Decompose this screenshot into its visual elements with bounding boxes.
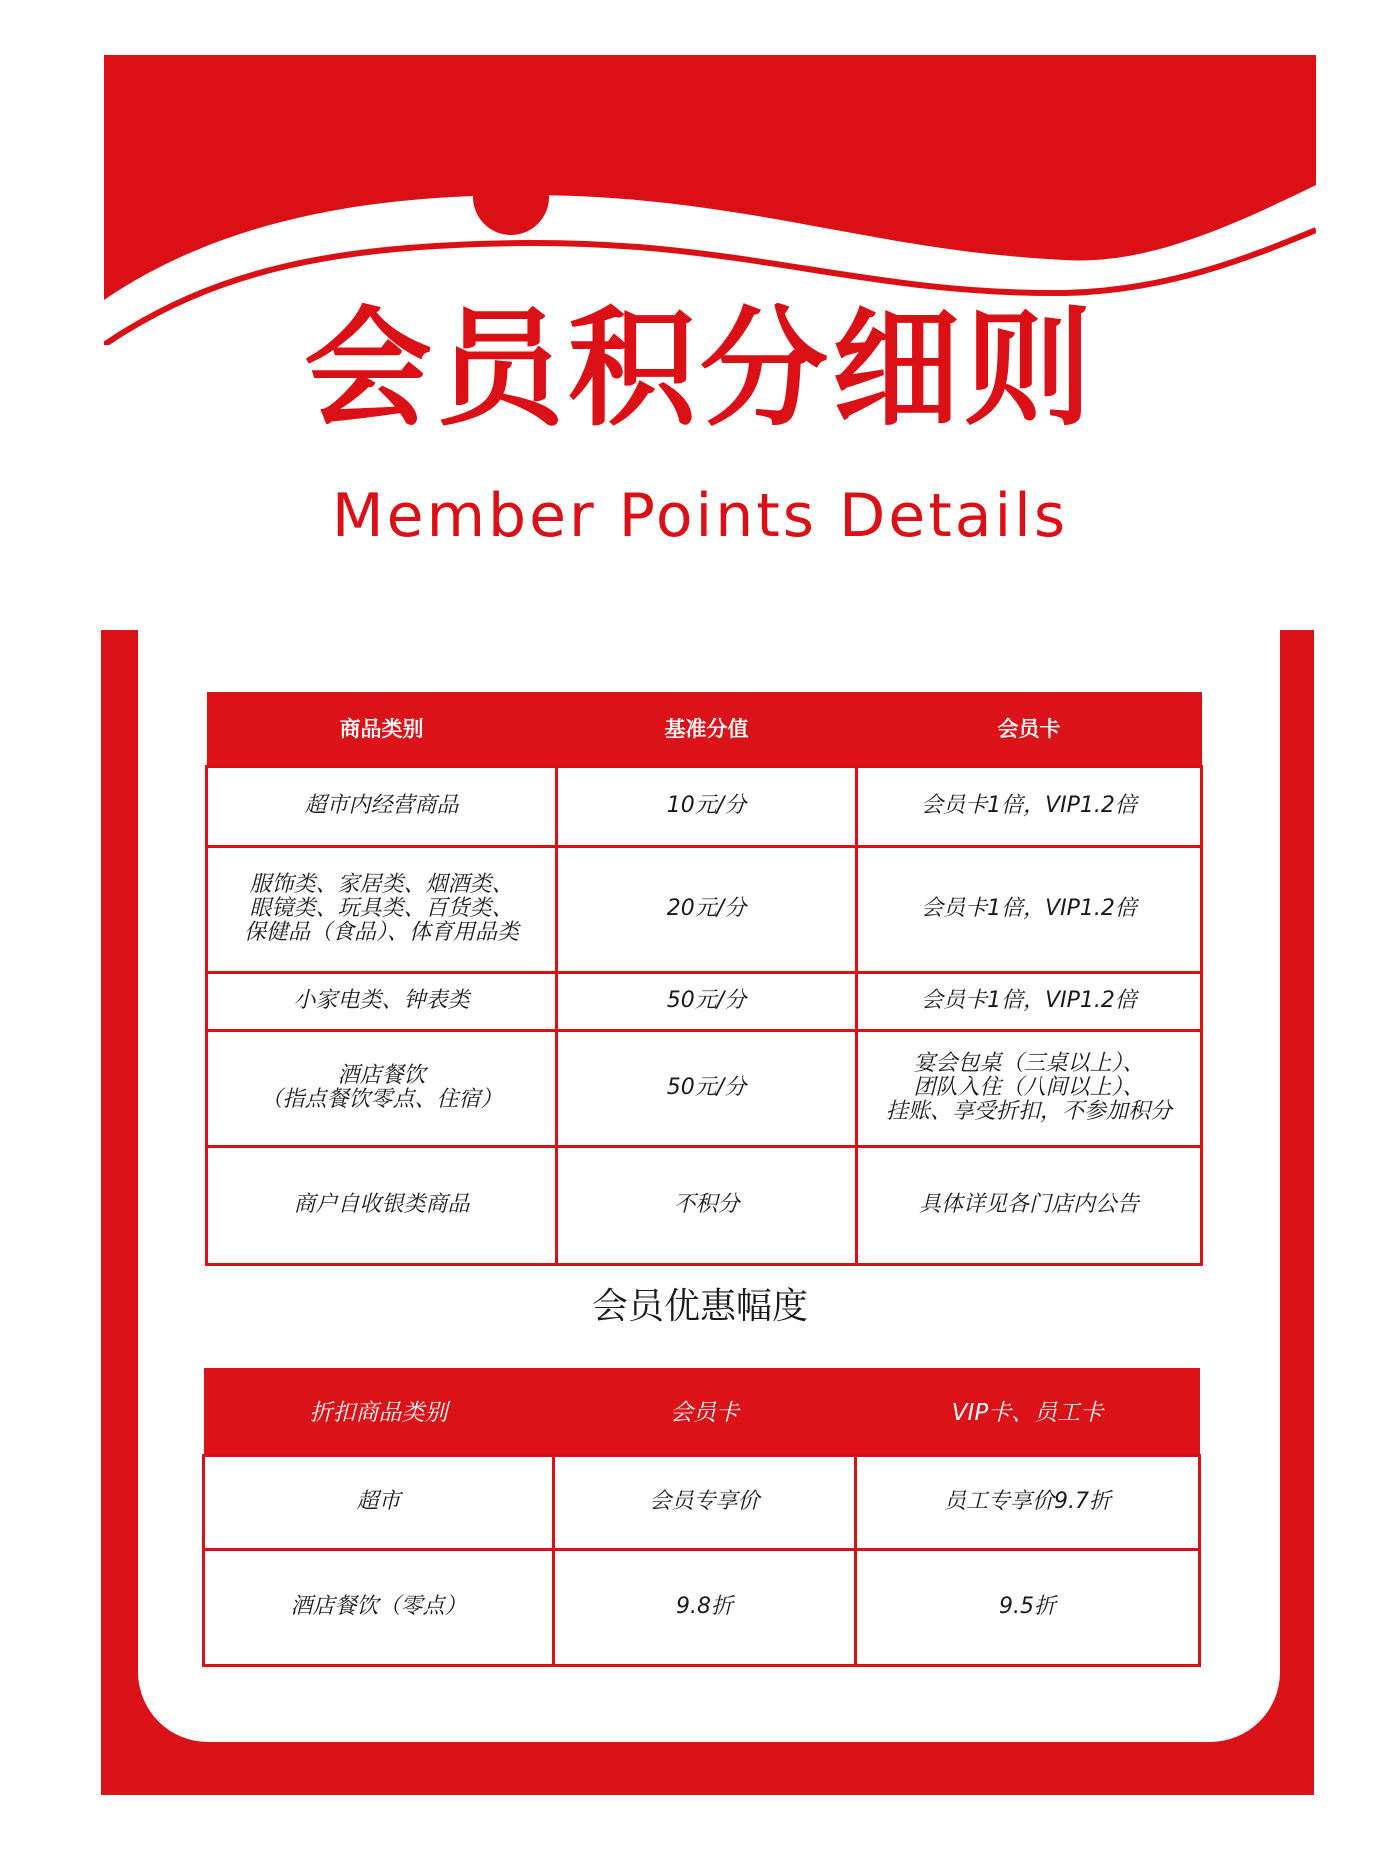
table-header-row bbox=[204, 1368, 1200, 1455]
table-row bbox=[207, 1146, 1202, 1264]
base-points-cell: 50元/分 bbox=[557, 1030, 857, 1146]
table-row bbox=[207, 1030, 1202, 1146]
column-header-base-points: 基准分值 bbox=[557, 692, 857, 766]
member-card-cell: 9.8折 bbox=[554, 1549, 856, 1665]
discount-section-heading: 会员优惠幅度 bbox=[591, 1286, 808, 1327]
category-cell: 小家电类、钟表类 bbox=[207, 972, 557, 1030]
table-row bbox=[207, 972, 1202, 1030]
column-header-member-card: 会员卡 bbox=[554, 1368, 856, 1455]
page-subtitle: Member Points Details bbox=[331, 481, 1069, 551]
vip-staff-card-cell: 9.5折 bbox=[856, 1549, 1200, 1665]
base-points-cell: 20元/分 bbox=[557, 846, 857, 972]
member-card-cell: 会员卡1倍，VIP1.2倍 bbox=[857, 972, 1202, 1030]
header-dot bbox=[473, 159, 549, 235]
base-points-cell: 10元/分 bbox=[557, 766, 857, 846]
category-cell: 服饰类、家居类、烟酒类、 眼镜类、玩具类、百货类、 保健品（食品）、体育用品类 bbox=[207, 846, 557, 972]
column-header-vip-staff-card: VIP卡、员工卡 bbox=[856, 1368, 1200, 1455]
base-points-cell: 不积分 bbox=[557, 1146, 857, 1264]
points-table bbox=[205, 692, 1203, 1266]
member-card-cell: 具体详见各门店内公告 bbox=[857, 1146, 1202, 1264]
table-row bbox=[204, 1549, 1200, 1665]
table-row bbox=[207, 846, 1202, 972]
category-cell: 商户自收银类商品 bbox=[207, 1146, 557, 1264]
column-header-discount-category: 折扣商品类别 bbox=[204, 1368, 554, 1455]
discount-category-cell: 酒店餐饮（零点） bbox=[204, 1549, 554, 1665]
table-row bbox=[207, 766, 1202, 846]
member-card-cell: 会员专享价 bbox=[554, 1455, 856, 1549]
column-header-member-card: 会员卡 bbox=[857, 692, 1202, 766]
table-header-row bbox=[207, 692, 1202, 766]
vip-staff-card-cell: 员工专享价9.7折 bbox=[856, 1455, 1200, 1549]
member-card-cell: 会员卡1倍，VIP1.2倍 bbox=[857, 846, 1202, 972]
member-card-cell: 会员卡1倍，VIP1.2倍 bbox=[857, 766, 1202, 846]
page-title: 会员积分细则 bbox=[303, 295, 1096, 444]
table-row bbox=[204, 1455, 1200, 1549]
column-header-category: 商品类别 bbox=[207, 692, 557, 766]
base-points-cell: 50元/分 bbox=[557, 972, 857, 1030]
member-card-cell: 宴会包桌（三桌以上）、 团队入住（八间以上）、 挂账、享受折扣，不参加积分 bbox=[857, 1030, 1202, 1146]
discount-category-cell: 超市 bbox=[204, 1455, 554, 1549]
category-cell: 酒店餐饮 （指点餐饮零点、住宿） bbox=[207, 1030, 557, 1146]
discount-table bbox=[202, 1368, 1201, 1667]
category-cell: 超市内经营商品 bbox=[207, 766, 557, 846]
